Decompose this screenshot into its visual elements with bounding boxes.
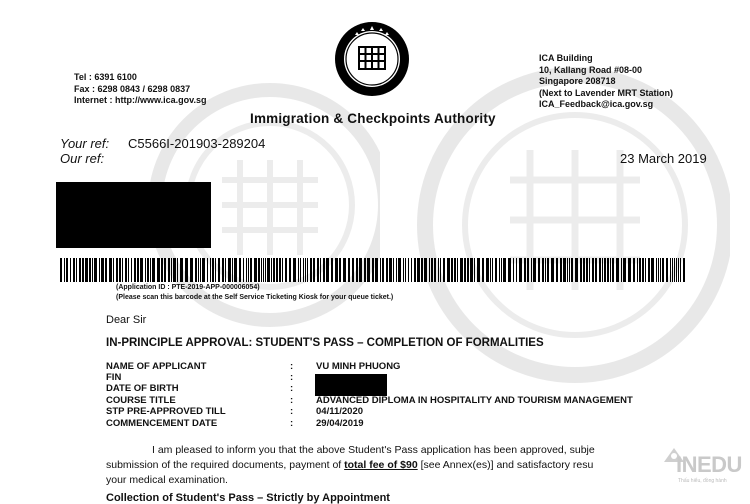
letter-date: 23 March 2019 — [620, 151, 707, 166]
field-value-course: ADVANCED DIPLOMA IN HOSPITALITY AND TOURISM MANAGEMENT — [316, 395, 633, 406]
fax: Fax : 6298 0843 / 6298 0837 — [74, 83, 191, 94]
inedu-logo — [660, 440, 740, 490]
field-colon: : — [290, 361, 294, 372]
field-label-name: NAME OF APPLICANT — [106, 361, 207, 372]
address-line-2: 10, Kallang Road #08-00 — [539, 64, 643, 75]
redacted-address — [56, 182, 211, 248]
field-colon: : — [290, 395, 294, 406]
website[interactable]: Internet : http://www.ica.gov.sg — [74, 95, 207, 105]
field-label-dob: DATE OF BIRTH — [106, 383, 179, 394]
paragraph-line-3: your medical examination. — [106, 474, 228, 486]
application-id: (Application ID : PTE-2019-APP-000006054) — [116, 284, 260, 291]
paragraph-line-2: submission of the required documents, payment of — [106, 459, 345, 471]
field-label-stp: STP PRE-APPROVED TILL — [106, 406, 226, 417]
address-line-3: Singapore 208718 — [539, 76, 616, 86]
logo-text: INEDU — [676, 452, 742, 477]
paragraph-line-1: I am pleased to inform you that the above Student's Pass application has been approved, subje — [152, 444, 595, 456]
field-label-course: COURSE TITLE — [106, 395, 176, 406]
body-paragraph — [106, 443, 666, 488]
collection-heading: Collection of Student's Pass – Strictly by Appointment — [106, 492, 390, 504]
contact-details-left — [74, 72, 207, 107]
authority-title: Immigration & Checkpoints Authority — [250, 111, 496, 126]
contact-details-right — [539, 53, 673, 111]
field-value-commencement: 29/04/2019 — [316, 418, 364, 429]
redacted-fin-dob — [315, 374, 387, 396]
your-ref-value: C5566I-201903-289204 — [128, 136, 266, 151]
field-value-stp: 04/11/2020 — [316, 406, 364, 417]
field-value-name: VU MINH PHUONG — [316, 361, 401, 372]
field-colon: : — [290, 372, 294, 383]
field-colon: : — [290, 383, 294, 394]
feedback-email[interactable]: ICA_Feedback@ica.gov.sg — [539, 99, 654, 109]
field-label-fin: FIN — [106, 372, 122, 383]
field-label-commencement: COMMENCEMENT DATE — [106, 418, 218, 429]
salutation: Dear Sir — [106, 314, 147, 326]
address-line-1: ICA Building — [539, 53, 593, 63]
logo-tagline: Thấu hiểu, đồng hành — [678, 478, 727, 484]
telephone: Tel : 6391 6100 — [74, 72, 137, 82]
address-line-4: (Next to Lavender MRT Station) — [539, 87, 674, 98]
barcode-instruction: (Please scan this barcode at the Self Service Ticketing Kiosk for your queue ticket.) — [116, 293, 394, 301]
your-ref-label: Your ref: — [60, 136, 110, 151]
application-info — [116, 283, 393, 302]
total-fee: total fee of $90 — [344, 459, 418, 471]
our-ref-label: Our ref: — [60, 151, 105, 166]
barcode — [60, 258, 688, 282]
paragraph-line-2b: [see Annex(es)] and satisfactory resu — [417, 459, 594, 471]
ica-crest-emblem — [333, 20, 411, 98]
field-colon: : — [290, 406, 294, 417]
letter-heading: IN-PRINCIPLE APPROVAL: STUDENT'S PASS – COMPLETION OF FORMALITIES — [106, 337, 544, 349]
field-colon: : — [290, 418, 294, 429]
